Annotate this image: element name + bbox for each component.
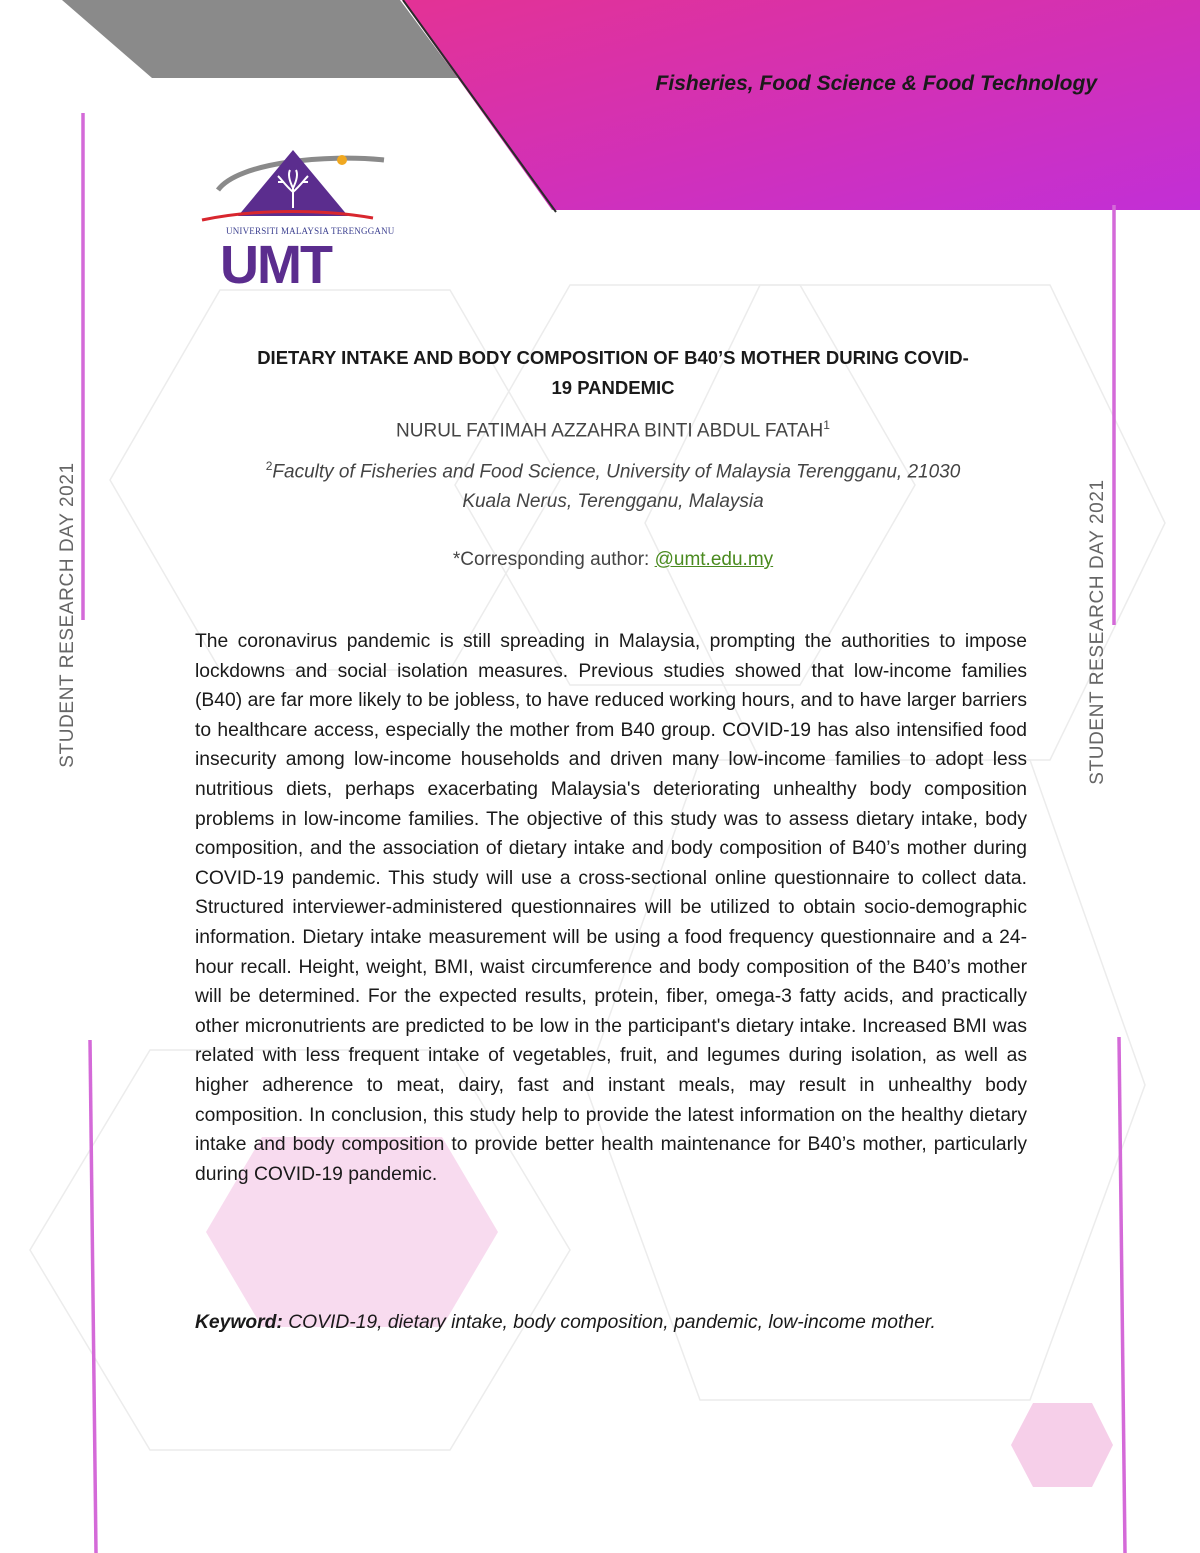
author-text: NURUL FATIMAH AZZAHRA BINTI ABDUL FATAH bbox=[396, 420, 824, 442]
keyword-list: COVID-19, dietary intake, body composition, pandemic, low-income mother. bbox=[282, 1312, 936, 1333]
affiliation bbox=[210, 451, 1016, 517]
grey-header-band bbox=[62, 0, 458, 78]
affiliation-superscript: 2 bbox=[265, 459, 273, 473]
corresponding-email-link[interactable]: @umt.edu.my bbox=[654, 549, 774, 570]
faculty-title: Fisheries, Food Science & Food Technology bbox=[655, 72, 1097, 95]
side-label-left: STUDENT RESEARCH DAY 2021 bbox=[57, 462, 78, 768]
university-name: UNIVERSITI MALAYSIA TERENGGANU bbox=[226, 226, 395, 236]
pink-hexagon-small bbox=[1011, 1403, 1113, 1487]
side-label-right: STUDENT RESEARCH DAY 2021 bbox=[1087, 479, 1108, 785]
author-name bbox=[193, 418, 1033, 442]
corresponding-label: *Corresponding author: bbox=[452, 549, 655, 570]
umt-logo bbox=[198, 148, 395, 295]
keyword-label: Keyword: bbox=[195, 1312, 283, 1333]
abstract-body: The coronavirus pandemic is still spreading in Malaysia, prompting the authorities to impose lockdowns and social isolation measures. Previous studies showed that low-income families (B40) are far more likely to be jobless, to have reduced working hours, and to have larger barriers to healthcare access, especially the mother from B40 group. COVID-19 has also intensified food insecurity among low-income households and driven many low-income families to adopt less nutritious diets, perhaps exacerbating Malaysia's deteriorating unhealthy body composition problems in low-income families. The objective of this study was to assess dietary intake, body composition, and the association of dietary intake and body composition of B40’s mother during COVID-19 pandemic. This study will use a cross-sectional online questionnaire to collect data. Structured interviewer-administered questionnaires will be utilized to obtain socio-demographic information. Dietary intake measurement will be using a food frequency questionnaire and a 24-hour recall. Height, weight, BMI, waist circumference and body composition of the B40’s mother will be determined. For the expected results, protein, fiber, omega-3 fatty acids, and practically other micronutrients are predicted to be low in the participant's dietary intake. Increased BMI was related with less frequent intake of vegetables, fruit, and legumes during isolation, as well as higher adherence to meat, dairy, fast and instant meals, may result in unhealthy body composition. In conclusion, this study help to provide the latest information on the healthy dietary intake and body composition to provide better health maintenance for B40’s mother, particularly during COVID-19 pandemic. bbox=[195, 631, 1027, 1185]
corresponding-author bbox=[193, 549, 1033, 571]
logo-emblem-icon bbox=[198, 148, 388, 228]
title-line-1: DIETARY INTAKE AND BODY COMPOSITION OF B40’S MOTHER DURING COVID- bbox=[257, 347, 969, 368]
affiliation-line-2: Kuala Nerus, Terengganu, Malaysia bbox=[462, 491, 764, 513]
paper-title bbox=[193, 343, 1033, 403]
keywords-line bbox=[195, 1312, 936, 1334]
title-line-2: 19 PANDEMIC bbox=[551, 377, 675, 398]
author-superscript: 1 bbox=[823, 418, 830, 432]
logo-acronym: UMT bbox=[220, 235, 331, 295]
magenta-header-band bbox=[402, 0, 1200, 210]
affiliation-line-1: Faculty of Fisheries and Food Science, University of Malaysia Terengganu, 21030 bbox=[272, 461, 961, 483]
